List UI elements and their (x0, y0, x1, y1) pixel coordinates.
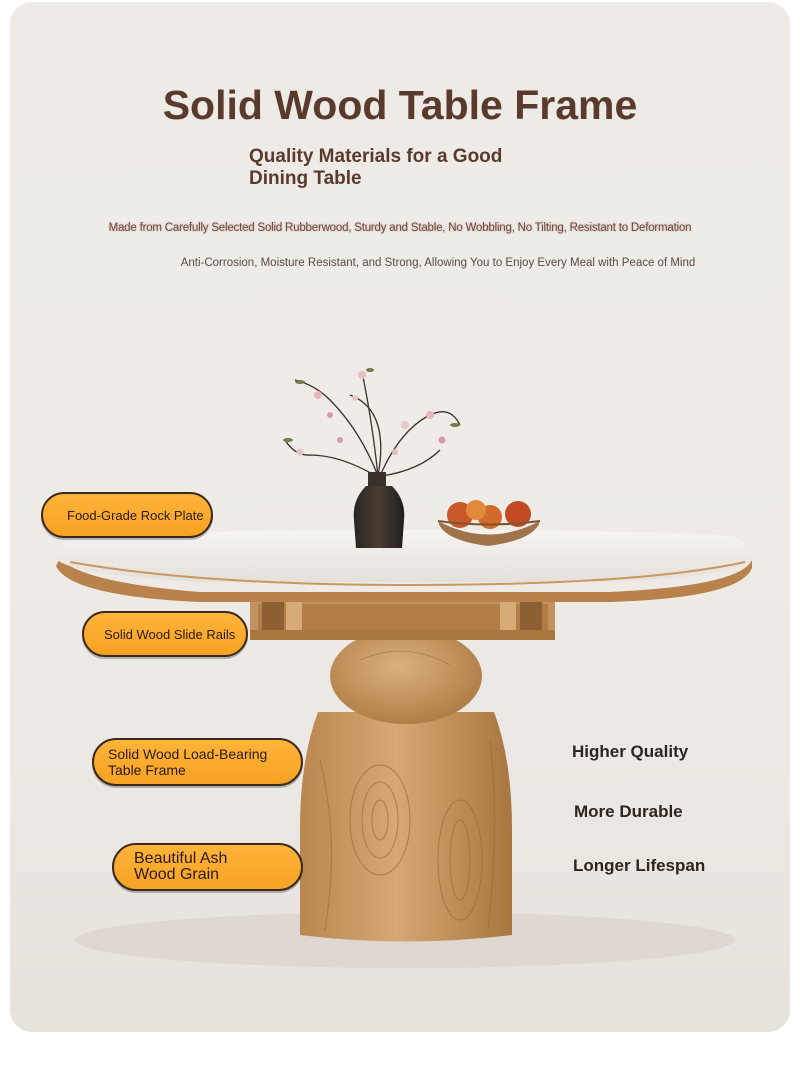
callout-grain-line-1: Beautiful Ash (134, 850, 228, 867)
callout-rock-plate (41, 492, 213, 538)
base-ball (330, 628, 482, 724)
callout-load-bearing-frame (92, 738, 303, 786)
callout-ash-grain (112, 843, 303, 891)
feature-longer-lifespan: Longer Lifespan (573, 856, 706, 875)
branch-leaves (283, 368, 460, 442)
callout-frame-line-2: Table Frame (108, 762, 186, 778)
callout-slide-rails-label: Solid Wood Slide Rails (104, 626, 236, 642)
page-title: Solid Wood Table Frame (162, 82, 638, 128)
vase (354, 472, 405, 548)
callout-rock-plate-label: Food-Grade Rock Plate (67, 507, 204, 523)
subtitle-line-1: Quality Materials for a Good (249, 146, 503, 167)
base-bell (300, 712, 512, 942)
callout-grain-line-2: Wood Grain (134, 866, 220, 883)
subtitle-line-2: Dining Table (249, 168, 362, 189)
feature-higher-quality: Higher Quality (572, 742, 689, 761)
callout-frame-line-1: Solid Wood Load-Bearing (108, 746, 268, 762)
description-line-1: Made from Carefully Selected Solid Rubberwood, Sturdy and Stable, No Wobbling, No Tilting, Resistant to Deformation (108, 222, 692, 234)
flower-blossoms (297, 371, 446, 456)
description-line-2: Anti-Corrosion, Moisture Resistant, and Strong, Allowing You to Enjoy Every Meal with Peace of Mind (180, 257, 696, 269)
callout-slide-rails (82, 611, 248, 657)
slide-rails (250, 598, 555, 640)
feature-more-durable: More Durable (574, 802, 683, 821)
flower-branches (285, 372, 460, 476)
